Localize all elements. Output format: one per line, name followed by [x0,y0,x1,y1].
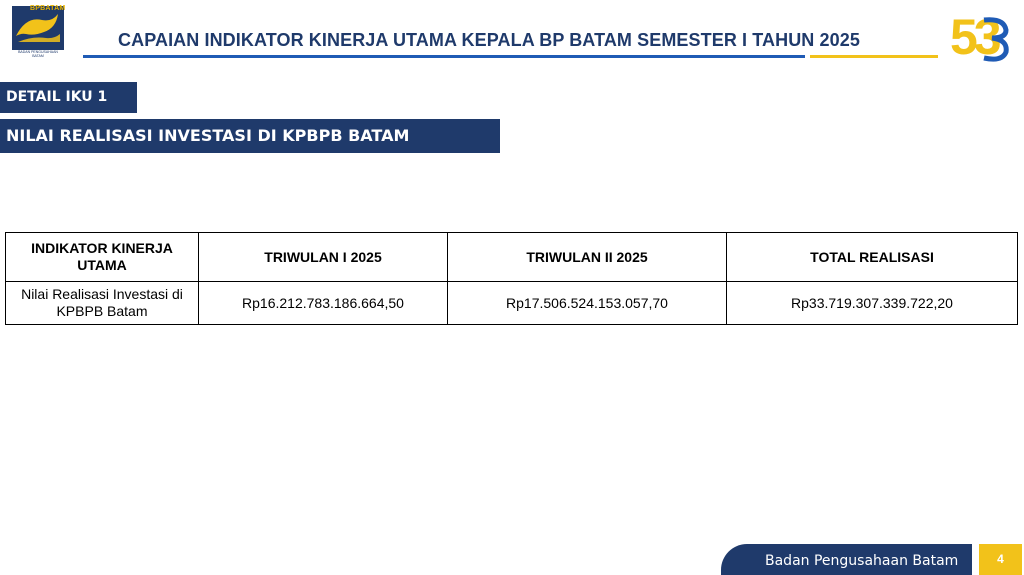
table-row [6,282,1018,325]
cell-total-realisasi: Rp33.719.307.339.722,20 [727,282,1018,325]
title-underline-blue [83,55,805,58]
cell-triwulan-2: Rp17.506.524.153.057,70 [448,282,727,325]
logo-subtitle-text: BADAN PENGUSAHAAN BATAM [18,50,58,58]
title-underline-gold [810,55,938,58]
header-triwulan-2: TRIWULAN II 2025 [448,233,727,282]
header-triwulan-1: TRIWULAN I 2025 [199,233,448,282]
detail-iku-tag: DETAIL IKU 1 [0,82,137,113]
anniversary-logo-text: 53 [950,9,998,62]
logo-brand-text: BPBATAM [30,5,66,12]
page-title: CAPAIAN INDIKATOR KINERJA UTAMA KEPALA BP BATAM SEMESTER I TAHUN 2025 [118,30,860,50]
cell-indikator: Nilai Realisasi Investasi di KPBPB Batam [6,282,199,325]
cell-triwulan-1: Rp16.212.783.186.664,50 [199,282,448,325]
page-number: 4 [979,544,1022,575]
header-total-realisasi: TOTAL REALISASI [727,233,1018,282]
bp-batam-logo-icon [12,6,64,50]
footer-org-name: Badan Pengusahaan Batam [765,553,959,569]
table-header-row [6,233,1018,282]
section-heading: NILAI REALISASI INVESTASI DI KPBPB BATAM [0,119,500,153]
anniversary-53-logo-icon [948,8,1014,62]
header-indikator: INDIKATOR KINERJA UTAMA [6,233,199,282]
bp-batam-logo [12,6,64,56]
iku-table [5,232,1018,325]
anniversary-53-logo [948,8,1014,62]
